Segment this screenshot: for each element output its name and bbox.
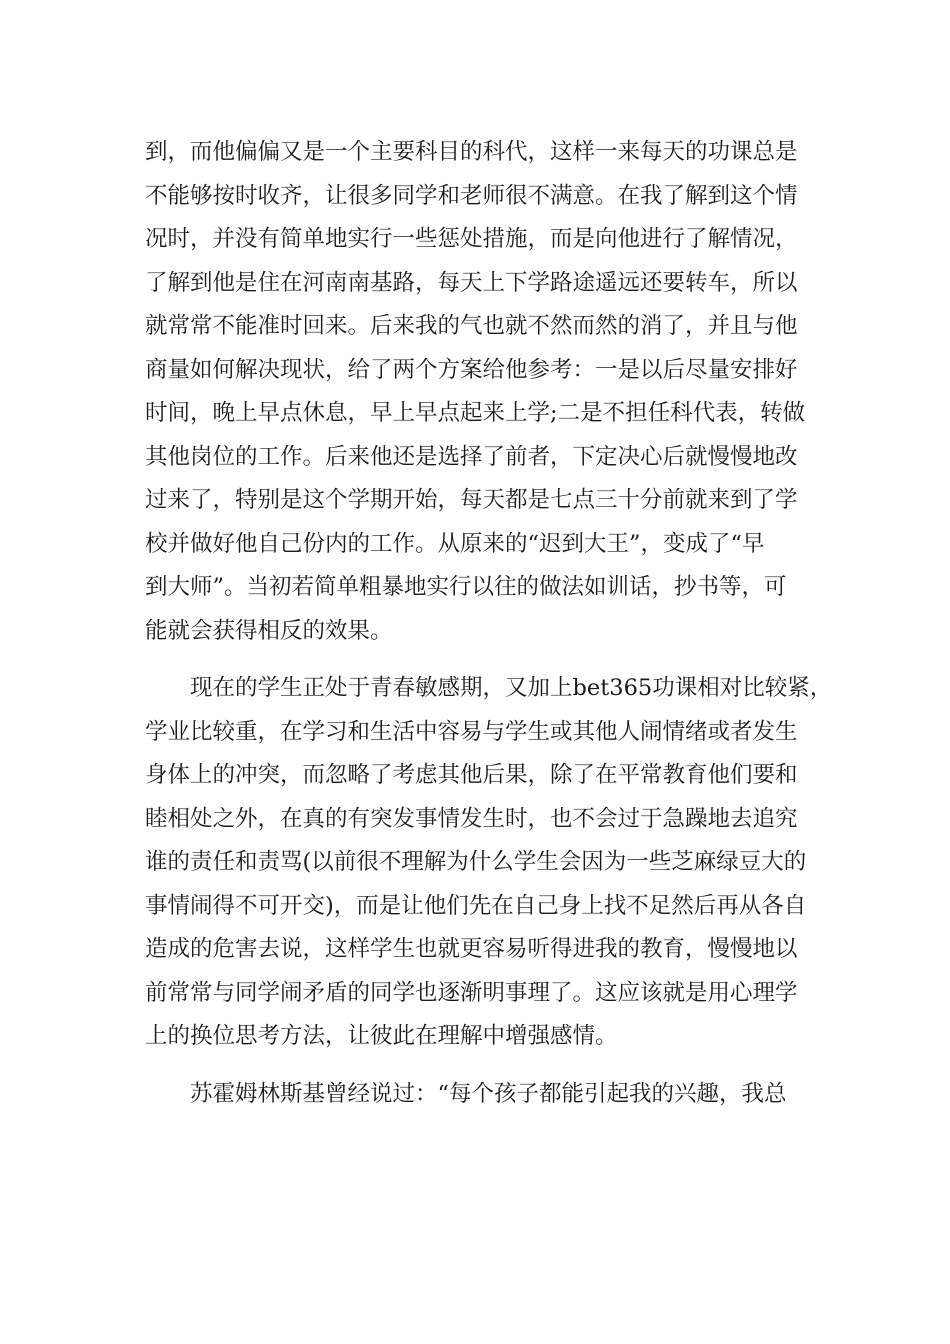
text-line-6: 商量如何解决现状，给了两个方案给他参考：一是以后尽量安排好 — [145, 356, 798, 383]
text-line-9: 过来了，特别是这个学期开始，每天都是七点三十分前就来到了学 — [145, 487, 798, 513]
body-text — [145, 131, 833, 1116]
text-line-1: 到，而他偏偏又是一个主要科目的科代，这样一来每天的功课总是 — [145, 139, 798, 165]
text-line-22: 苏霍姆林斯基曾经说过：“每个孩子都能引起我的兴趣，我总 — [145, 1080, 787, 1107]
text-line-7: 时间，晚上早点休息，早上早点起来上学;二是不担任科代表，转做 — [145, 400, 806, 426]
text-line-18: 事情闹得不可开交)，而是让他们先在自己身上找不足然后再从各自 — [145, 892, 807, 919]
text-line-21: 上的换位思考方法，让彼此在理解中增强感情。 — [145, 1023, 618, 1049]
text-line-3: 况时，并没有简单地实行一些惩处措施，而是向他进行了解情况， — [145, 226, 798, 252]
paragraph-gap — [145, 1059, 815, 1073]
text-line-19: 造成的危害去说，这样学生也就更容易听得进我的教育，慢慢地以 — [145, 936, 798, 962]
text-line-8: 其他岗位的工作。后来他还是选择了前者，下定决心后就慢慢地改 — [145, 443, 798, 470]
text-line-5: 就常常不能准时回来。后来我的气也就不然而然的消了，并且与他 — [145, 313, 798, 339]
text-line-12: 能就会获得相反的效果。 — [145, 617, 393, 644]
text-line-13: 现在的学生正处于青春敏感期，又加上bet365功课相对比较紧， — [145, 675, 833, 701]
text-line-2: 不能够按时收齐，让很多同学和老师很不满意。在我了解到这个情 — [145, 182, 798, 209]
text-line-20: 前常常与同学闹矛盾的同学也逐渐明事理了。这应该就是用心理学 — [145, 979, 798, 1006]
paragraph-gap — [145, 653, 815, 667]
text-line-10: 校并做好他自己份内的工作。从原来的“迟到大王”，变成了“早 — [145, 530, 765, 557]
text-line-17: 谁的责任和责骂(以前很不理解为什么学生会因为一些芝麻绿豆大的 — [145, 849, 807, 875]
text-line-14: 学业比较重，在学习和生活中容易与学生或其他人闹情绪或者发生 — [145, 718, 798, 745]
text-line-11: 到大师”。当初若简单粗暴地实行以往的做法如训话，抄书等，可 — [145, 574, 787, 600]
text-line-4: 了解到他是住在河南南基路，每天上下学路途遥远还要转车，所以 — [145, 269, 798, 296]
text-line-15: 身体上的冲突，而忽略了考虑其他后果，除了在平常教育他们要和 — [145, 762, 798, 788]
text-line-16: 睦相处之外，在真的有突发事情发生时，也不会过于急躁地去追究 — [145, 805, 798, 832]
